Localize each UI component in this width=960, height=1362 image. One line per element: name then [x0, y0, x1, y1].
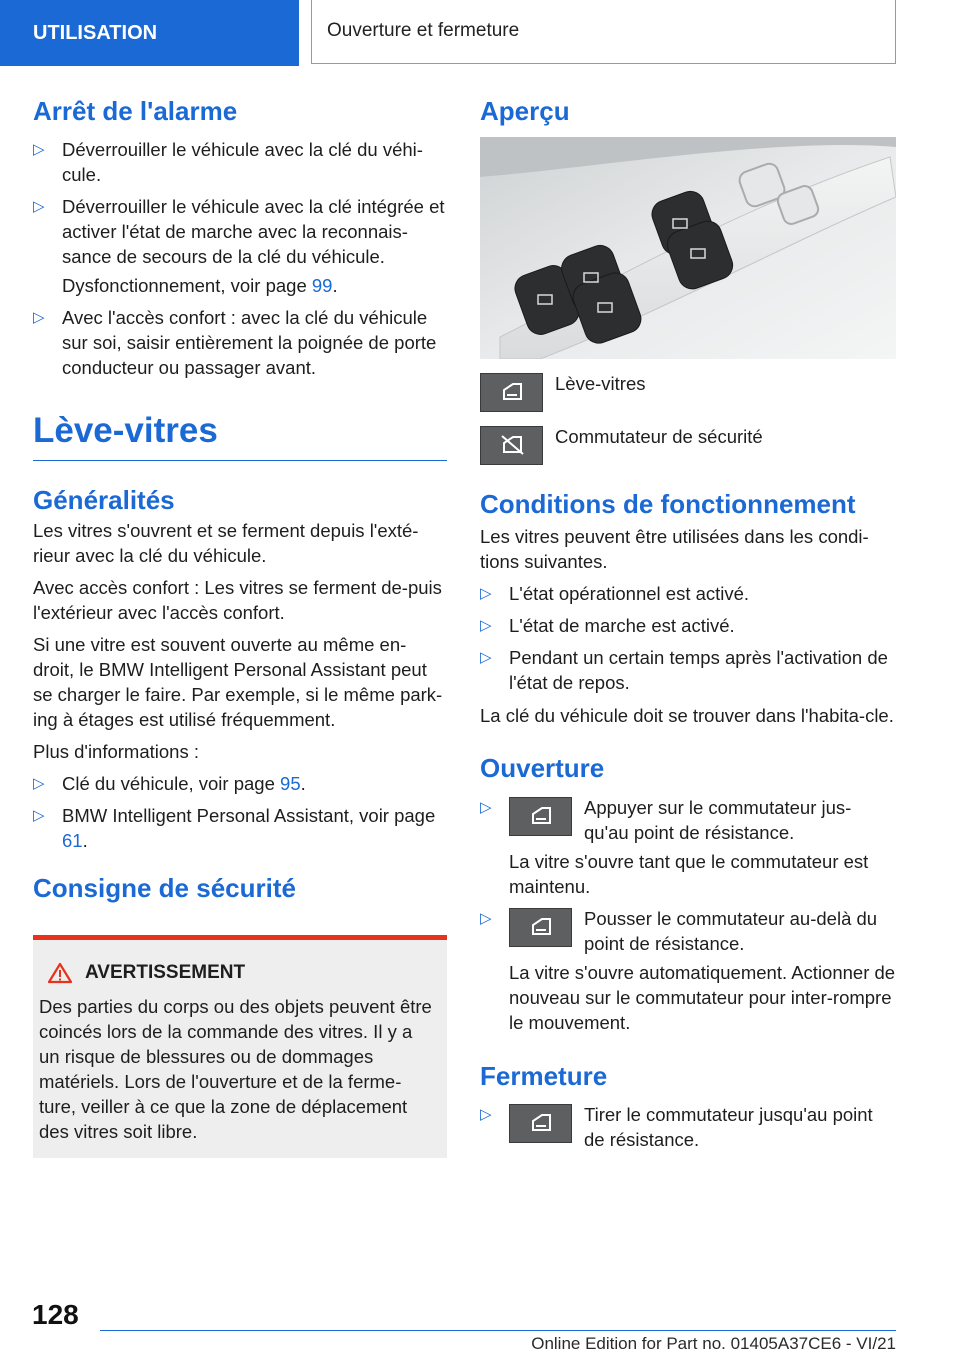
list-item: ▷ BMW Intelligent Personal Assistant, voir page 61. — [33, 805, 436, 852]
page-number: 128 — [32, 1299, 79, 1330]
heading-ouverture: Ouverture — [480, 753, 605, 784]
heading-consigne: Consigne de sécurité — [33, 873, 296, 904]
heading-generalites: Généralités — [33, 485, 175, 516]
list-item: ▷ L'état de marche est activé. — [480, 615, 735, 637]
warning-title: AVERTISSEMENT — [39, 962, 437, 984]
section-title: UTILISATION — [0, 0, 299, 66]
right-column — [480, 96, 896, 1160]
heading-apercu: Aperçu — [480, 96, 570, 126]
list-item: ▷ Clé du véhicule, voir page 95. — [33, 773, 306, 795]
list-item: ▷ L'état opérationnel est activé. — [480, 583, 750, 605]
info-list — [33, 771, 447, 853]
triangle-bullet-icon: ▷ — [480, 617, 492, 635]
triangle-bullet-icon: ▷ — [480, 909, 492, 927]
paragraph: Avec accès confort : Les vitres se ferment de-puis l'extérieur avec l'accès confort. — [33, 577, 442, 624]
legend-row — [480, 373, 896, 412]
heading-conditions: Conditions de fonctionnement — [480, 489, 856, 520]
paragraph: La vitre s'ouvre tant que le commutateur est maintenu. — [509, 850, 869, 897]
triangle-bullet-icon: ▷ — [480, 1105, 492, 1123]
list-item: ▷ Déverrouiller le véhicule avec la clé intégrée et activer l'état de marche avec la reconnais-sance de secours de la clé du véhicule. Dysfonctionnement, voir page 99. — [33, 194, 447, 298]
heading-alarm: Arrêt de l'alarme — [33, 96, 238, 126]
heading-fermeture: Fermeture — [480, 1060, 608, 1091]
legend-label: Commutateur de sécurité — [555, 426, 763, 448]
list-item: ▷ Avec l'accès confort : avec la clé du véhicule sur soi, saisir entièrement la poignée de porte conducteur ou passager avant. — [33, 307, 437, 379]
legend-row — [480, 426, 896, 465]
page-header — [0, 0, 960, 66]
warning-text: Des parties du corps ou des objets peuvent être coincés lors de la commande des vitres. Il y a un risque de blessures ou de dommages matériels. Lors de l'ouverture et de la ferme-ture, veiller à ce que la zone de déplacement des vitres soit libre. — [39, 995, 432, 1142]
paragraph: Plus d'informations : — [33, 741, 199, 763]
triangle-bullet-icon: ▷ — [33, 807, 45, 825]
window-lifter-icon — [480, 373, 543, 412]
footer-divider — [100, 1330, 896, 1331]
conditions-list — [480, 581, 896, 695]
legend-label: Lève-vitres — [555, 373, 646, 395]
alarm-list — [33, 137, 447, 380]
paragraph: Les vitres s'ouvrent et se ferment depuis l'exté-rieur avec la clé du véhicule. — [33, 520, 419, 567]
triangle-bullet-icon: ▷ — [33, 309, 45, 327]
triangle-bullet-icon: ▷ — [480, 798, 492, 816]
paragraph: Si une vitre est souvent ouverte au même en-droit, le BMW Intelligent Personal Assistant peut se charger le faire. Par exemple, si le même park-ing à étages est utilisé fréquemment. — [33, 634, 443, 731]
triangle-bullet-icon: ▷ — [33, 775, 45, 793]
triangle-bullet-icon: ▷ — [480, 649, 492, 667]
fermeture-list — [480, 1102, 896, 1152]
paragraph: Les vitres peuvent être utilisées dans les condi-tions suivantes. — [480, 526, 869, 573]
ouverture-list — [480, 795, 896, 1035]
window-switches-photo — [480, 137, 896, 359]
window-lifter-icon — [509, 908, 572, 947]
left-column — [33, 96, 447, 1158]
triangle-bullet-icon: ▷ — [480, 585, 492, 603]
list-item: ▷ Pendant un certain temps après l'activation de l'état de repos. — [480, 647, 888, 694]
warning-triangle-icon — [47, 962, 73, 984]
page-link-99[interactable]: 99 — [311, 275, 333, 297]
chapter-title: Ouverture et fermeture — [311, 0, 896, 64]
page-link-61[interactable]: 61 — [62, 830, 83, 852]
page-link-95[interactable]: 95 — [280, 773, 301, 795]
safety-switch-icon — [480, 426, 543, 465]
paragraph: La clé du véhicule doit se trouver dans l'habita-cle. — [480, 705, 894, 727]
list-item: ▷ Déverrouiller le véhicule avec la clé du véhi-cule. — [33, 139, 423, 186]
edition-text: Online Edition for Part no. 01405A37CE6 - VI/21 — [531, 1334, 896, 1353]
paragraph: La vitre s'ouvre automatiquement. Actionner de nouveau sur le commutateur pour inter-rompre le mouvement. — [509, 961, 896, 1033]
list-item: ▷ Pousser le commutateur au-delà du point de résistance. La vitre s'ouvre automatiquement. Actionner de nouveau sur le commutateur pour inter-rompre le mouvement. — [480, 907, 896, 1033]
list-item: ▷ Tirer le commutateur jusqu'au point de résistance. — [480, 1103, 873, 1150]
heading-leve-vitres: Lève-vitres — [33, 410, 447, 461]
warning-box — [33, 935, 447, 1158]
window-lifter-icon — [509, 797, 572, 836]
triangle-bullet-icon: ▷ — [33, 141, 45, 159]
window-lifter-icon — [509, 1104, 572, 1143]
list-item: ▷ Appuyer sur le commutateur jus-qu'au point de résistance. La vitre s'ouvre tant que le commutateur est maintenu. — [480, 795, 896, 899]
malfunction-ref: Dysfonctionnement, voir page 99. — [62, 275, 338, 297]
triangle-bullet-icon: ▷ — [33, 198, 45, 216]
